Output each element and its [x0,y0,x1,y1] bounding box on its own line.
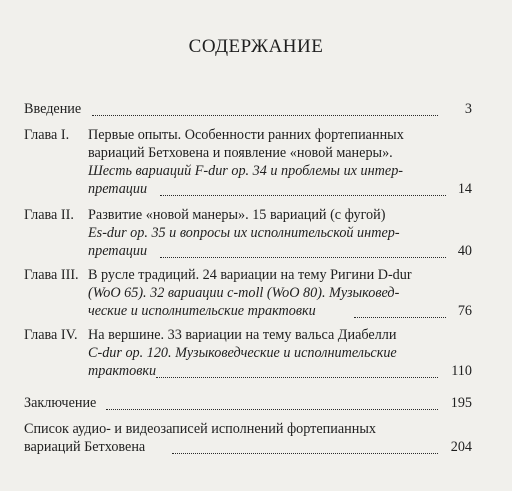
entry-text: претации [88,181,148,197]
page-title: СОДЕРЖАНИЕ [188,36,324,57]
chapter-label: Глава II. [24,207,74,223]
page-number: 195 [450,395,472,411]
entry-text: В русле традиций. 24 вариации на тему Ригини D-dur [88,267,412,283]
entry-text: Es-dur op. 35 и вопросы их исполнительской интер- [88,225,400,241]
entry-text: Введение [24,101,82,117]
entry-text: Список аудио- и видеозаписей исполнений фортепианных [24,421,376,437]
dot-leader [160,255,446,258]
page-number: 3 [464,101,472,117]
dot-leader [156,375,438,378]
entry-text: На вершине. 33 вариации на тему вальса Диабелли [88,327,397,343]
chapter-label: Глава IV. [24,327,78,343]
page-number: 110 [451,363,472,379]
entry-text: Шесть вариаций F-dur op. 34 и проблемы их интер- [88,163,404,179]
page-number: 40 [457,243,472,259]
entry-text: вариаций Бетховена [24,439,146,455]
chapter-label: Глава III. [24,267,79,283]
entry-text: трактовки [88,363,157,379]
entry-text: C-dur op. 120. Музыковедческие и исполнительские [88,345,397,361]
dot-leader [92,113,438,116]
entry-text: (WoO 65). 32 вариации c-moll (WoO 80). Музыковед- [88,285,400,301]
entry-text: ческие и исполнительские трактовки [88,303,316,319]
entry-text: вариаций Бетховена и появление «новой манеры». [88,145,393,161]
page-number: 14 [457,181,472,197]
page-number: 76 [457,303,472,319]
page-number: 204 [450,439,472,455]
entry-text: Заключение [24,395,97,411]
chapter-label: Глава I. [24,127,70,143]
dot-leader [106,407,438,410]
entry-text: Первые опыты. Особенности ранних фортепианных [88,127,404,143]
entry-text: претации [88,243,148,259]
dot-leader [354,315,446,318]
entry-text: Развитие «новой манеры». 15 вариаций (с фугой) [88,207,386,223]
dot-leader [160,193,446,196]
dot-leader [172,451,438,454]
